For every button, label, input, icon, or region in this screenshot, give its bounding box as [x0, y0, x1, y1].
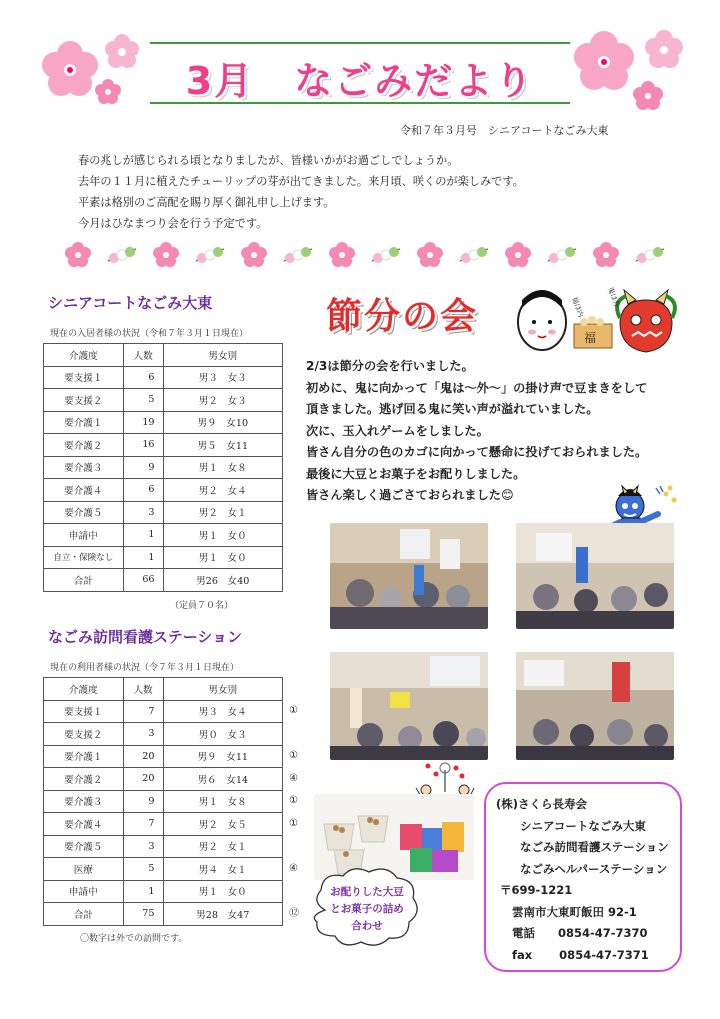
cell-count: 6: [123, 479, 163, 502]
issue-line: 令和７年３月号 シニアコートなごみ大東: [400, 124, 609, 137]
visit-mark: ①: [289, 817, 298, 829]
table-row: [44, 479, 283, 502]
cell-level: 合計: [44, 569, 124, 592]
cell-count: 7: [123, 700, 163, 723]
helper-station-name: なごみヘルパーステーション: [520, 861, 668, 876]
table-row: [44, 524, 283, 547]
visit-mark: ④: [289, 772, 298, 784]
table-row: [44, 456, 283, 479]
cell-gender: 男１ 女８: [163, 790, 282, 813]
cell-count: 6: [123, 366, 163, 389]
postal-code: 〒699-1221: [500, 883, 573, 897]
table-row: [44, 411, 283, 434]
mask-oni-label: 鬼は外: [606, 285, 621, 309]
cell-gender: 男１ 女８: [163, 456, 282, 479]
cell-count: 5: [123, 389, 163, 412]
cell-level: 要支援１: [44, 366, 124, 389]
cell-level: 申請中: [44, 524, 124, 547]
cell-count: 20: [123, 768, 163, 791]
phone-number: 電話 0854-47-7370: [512, 926, 648, 940]
facility-name: シニアコートなごみ大東: [520, 818, 646, 833]
table-row-total: [44, 569, 283, 592]
flower-decoration-left: [30, 28, 150, 108]
event-line: 最後に大豆とお菓子をお配りしました。: [306, 466, 526, 481]
cell-count: 3: [123, 723, 163, 746]
cell-level: 要介護３: [44, 456, 124, 479]
visit-mark: ①: [289, 750, 298, 761]
cell-count: 20: [123, 745, 163, 768]
event-line: 2/3は節分の会を行いました。: [306, 359, 474, 373]
table-row: [44, 389, 283, 412]
visit-mark: ①: [289, 795, 298, 806]
cell-gender: 男２ 女１: [163, 501, 282, 524]
cell-count: 9: [123, 790, 163, 813]
cell-count: 7: [123, 813, 163, 836]
cell-level: 要介護４: [44, 479, 124, 502]
page-title: 3月 なごみだより: [185, 59, 535, 103]
fax-number: fax 0854-47-7371: [512, 947, 649, 962]
flower-dango-divider: [40, 240, 680, 270]
capacity-note: （定員７０名）: [170, 601, 234, 611]
intro-line: 今月はひなまつり会を行う予定です。: [78, 217, 268, 230]
cell-gender: 男１ 女０: [163, 546, 282, 569]
column-header: 人数: [123, 344, 163, 367]
visit-mark: ⑫: [289, 907, 299, 919]
masu-fuku-label: 福: [584, 331, 597, 345]
mask-fuku-label: 福は内: [570, 295, 585, 319]
cell-level: 要介護１: [44, 745, 124, 768]
facility-stats-table: [43, 343, 283, 592]
table-row: [44, 768, 283, 791]
event-line: 皆さん楽しく過ごさておられました😊: [306, 488, 514, 502]
cell-gender: 男４ 女１: [163, 858, 282, 881]
table-row-total: [44, 903, 283, 926]
table-row: [44, 700, 283, 723]
cell-gender: 男３ 女３: [163, 366, 282, 389]
cell-level: 要支援１: [44, 700, 124, 723]
setsubun-masks-illustration: [512, 282, 680, 362]
cell-gender: 男０ 女３: [163, 723, 282, 746]
cell-count: 75: [123, 903, 163, 926]
snack-caption-cloud: [305, 862, 425, 952]
cell-gender: 男２ 女３: [163, 389, 282, 412]
table-row: [44, 880, 283, 903]
event-line: 次に、玉入れゲームをしました。: [306, 423, 489, 438]
cell-level: 要支援２: [44, 723, 124, 746]
table-row: [44, 546, 283, 569]
event-photo-2: [516, 523, 674, 629]
cell-gender: 男２ 女５: [163, 813, 282, 836]
station-section-title: なごみ訪問看護ステーション: [48, 628, 243, 646]
column-header: 人数: [123, 678, 163, 701]
station-stats-table: [43, 677, 283, 926]
cell-count: 66: [123, 569, 163, 592]
company-name: (株)さくら長寿会: [496, 797, 588, 811]
cell-level: 自立・保険なし: [44, 546, 124, 569]
visit-mark: ①: [289, 705, 298, 716]
intro-paragraph: [78, 150, 524, 234]
intro-line: 平素は格別のご高配を賜り厚く御礼申し上げます。: [78, 196, 335, 209]
cell-count: 16: [123, 434, 163, 457]
cell-gender: 男28 女47: [163, 903, 282, 926]
table-row: [44, 366, 283, 389]
intro-line: 去年の１１月に植えたチューリップの芽が出てきました。来月頃、咲くのが楽しみです。: [78, 175, 524, 188]
facility-section-title: シニアコートなごみ大東: [48, 294, 213, 312]
intro-line: 春の兆しが感じられる頃となりましたが、皆様いかがお過ごしでしょうか。: [78, 154, 459, 167]
cell-count: 1: [123, 880, 163, 903]
cell-level: 申請中: [44, 880, 124, 903]
contact-info-box: [484, 782, 682, 972]
cell-count: 5: [123, 858, 163, 881]
cell-level: 要介護２: [44, 768, 124, 791]
station-name: なごみ訪問看護ステーション: [520, 840, 669, 854]
event-line: 初めに、鬼に向かって「鬼は～外～」の掛け声で豆まきをして: [306, 380, 648, 395]
column-header: 介護度: [44, 678, 124, 701]
station-status-note: 現在の利用者様の状況（令７年３月１日現在）: [50, 663, 240, 673]
event-title: 節分の会: [326, 296, 479, 337]
column-header: 男女別: [163, 344, 282, 367]
cell-count: 1: [123, 524, 163, 547]
cell-level: 要支援２: [44, 389, 124, 412]
visit-mark: ④: [289, 862, 298, 874]
cell-gender: 男９ 女10: [163, 411, 282, 434]
cell-gender: 男９ 女11: [163, 745, 282, 768]
cell-level: 要介護４: [44, 813, 124, 836]
cell-gender: 男１ 女０: [163, 524, 282, 547]
table-row: [44, 501, 283, 524]
cell-count: 1: [123, 546, 163, 569]
cell-level: 要介護５: [44, 835, 124, 858]
cell-count: 19: [123, 411, 163, 434]
address: 雲南市大東町飯田 92-1: [512, 904, 637, 919]
table-row: [44, 790, 283, 813]
flower-decoration-right: [568, 22, 698, 112]
table-row: [44, 434, 283, 457]
event-line: 頂きました。逃げ回る鬼に笑い声が溢れていました。: [306, 402, 599, 416]
cell-gender: 男６ 女14: [163, 768, 282, 791]
table-row: [44, 723, 283, 746]
column-header: 介護度: [44, 344, 124, 367]
cell-gender: 男２ 女４: [163, 479, 282, 502]
visit-mark: [289, 723, 309, 746]
table-header-row: [44, 344, 283, 367]
cell-level: 合計: [44, 903, 124, 926]
cell-gender: 男26 女40: [163, 569, 282, 592]
table-header-row: [44, 678, 283, 701]
table-row: [44, 745, 283, 768]
table-row: [44, 858, 283, 881]
event-photo-1: [330, 523, 488, 629]
table-row: [44, 835, 283, 858]
event-line: 皆さん自分の色のカゴに向かって懸命に投げておられました。: [306, 445, 648, 459]
cell-gender: 男３ 女４: [163, 700, 282, 723]
cell-count: 3: [123, 835, 163, 858]
visit-mark: [289, 835, 309, 858]
snack-caption-text: お配りした大豆とお菓子の詰め合わせ: [330, 886, 404, 932]
column-header: 男女別: [163, 678, 282, 701]
event-photo-4: [516, 652, 674, 760]
cell-count: 9: [123, 456, 163, 479]
cell-gender: 男５ 女11: [163, 434, 282, 457]
cell-level: 医療: [44, 858, 124, 881]
cell-level: 要介護３: [44, 790, 124, 813]
cell-level: 要介護１: [44, 411, 124, 434]
cell-gender: 男２ 女１: [163, 835, 282, 858]
title-banner: [150, 42, 570, 104]
event-photo-3: [330, 652, 488, 760]
visit-footnote: 〇数字は外での訪問です。: [80, 934, 188, 944]
cell-count: 3: [123, 501, 163, 524]
cell-level: 要介護２: [44, 434, 124, 457]
cell-gender: 男１ 女０: [163, 880, 282, 903]
table-row: [44, 813, 283, 836]
facility-status-note: 現在の入居者様の状況（令和７年３月１日現在）: [50, 329, 249, 339]
cell-level: 要介護５: [44, 501, 124, 524]
